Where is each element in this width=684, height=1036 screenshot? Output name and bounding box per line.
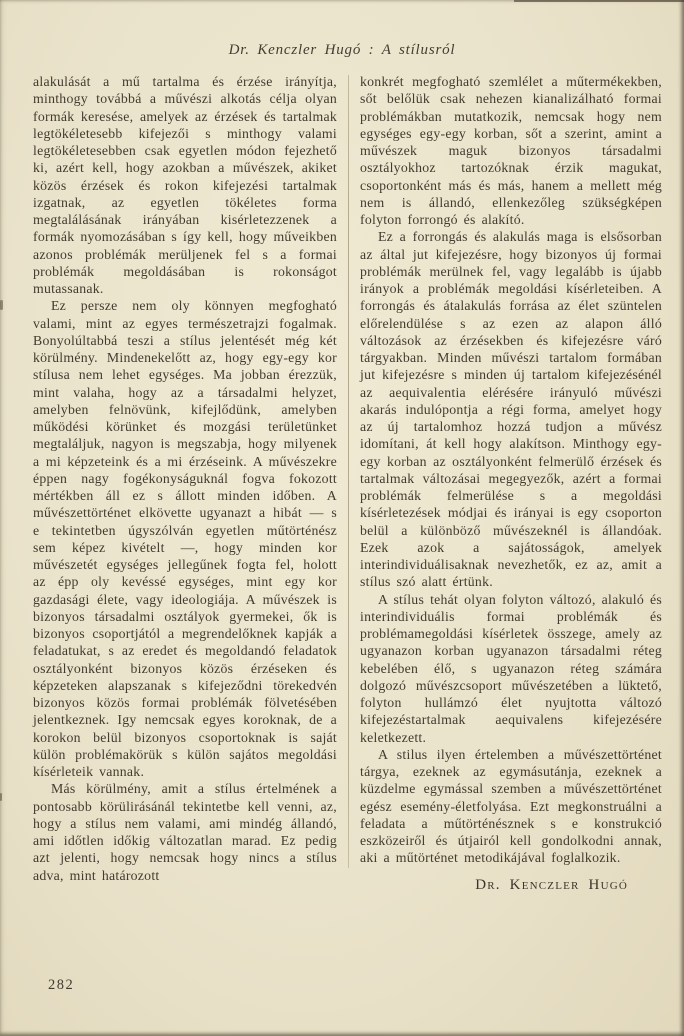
column-divider [348, 75, 349, 868]
right-column [360, 73, 662, 894]
body-paragraph: Ez persze nem oly könnyen megfogható valami, mint az egyes természetrajzi fogalmak. Bonyolúltabbá teszi a stílus jelentését még két körülmény. Mindenekelőtt az, hogy egy-egy kor stílusa nem lehet egységes. Ma jobban érezzük, mint valaha, hogy az a társadalmi helyzet, amelyben felnövünk, kifejlődünk, amelyben működési körünket és mozgási területünket megtaláljuk, nagyon is megszabja, hogy milyenek a mi képzeteink és a mi érzéseink. A művészekre éppen nagy fogékonyságuknál fogva fokozott mértékben áll ez s állott minden időben. A művészettörténet elkövette ugyanazt a hibát — s e tekintetben úgyszólván egyetlen műtörténész sem képez kivételt —, hogy minden kor művészetét egységes jellegűnek fogta fel, holott az épp oly kevéssé egységes, mint egy kor gazdasági élete, vagy ideologiája. A művészek is bizonyos társadalmi osztályok gyermekei, ők is bizonyos csoportjától a megrendelőknek kapják a feladatukat, s az eredet és megoldandó feladatok osztályonként bizonyos közös érzéseken és képzeteken alapszanak s kifejeződni törekedvén bizonyos közös formai problémák fölvetésében jelentkeznek. Igy nemcsak egyes koroknak, de a korokon belül bizonyos csoportoknak is saját külön problémakörük s külön sajátos megoldási kísérleteik vannak. [33, 298, 337, 779]
body-paragraph: alakulását a mű tartalma és érzése irányítja, minthogy továbbá a művészi alkotás célja olyan formák keresése, amelyek az érzések és tartalmak legtökéletesebb kifejezői s minthogy valami legtökéletesebben csak egyetlen módon fejezhető ki, azért kell, hogy azokban a művészek, akiket közös érzések és rokon kifejezési tartalmak izgatnak, az egyetlen tökéletes forma megtalálásának irányában kisérletezzenek a formák nyomozásában s így kell, hogy műveikben azonos problémák merüljenek fel s a formai problémák megoldásában is rokonságot mutassanak. [33, 74, 337, 296]
scan-speck [0, 793, 2, 801]
body-paragraph: A stílus tehát olyan folyton változó, alakuló és interindividuális formai problémák és problémamegoldási kísérletek összege, amely az ugyanazon korban ugyanazon társadalmi réteg kebelében élő, s ugyanazon réteg számára dolgozó művészcsoport művészetében a lüktető, folyton hullámzó élet nyujtotta változó kifejezéstartalmak aequivalens kifejezésére keletkezett. [360, 591, 662, 745]
body-paragraph: Más körülmény, amit a stílus értelmének a pontosabb körülirásánál tekintetbe kell venni, az, hogy a stílus nem valami, ami mindég állandó, ami időtlen időkig változatlan marad. Ez pedig azt jelenti, hogy nemcsak hogy nincs a stílus adva, mint határozott [33, 781, 337, 883]
scan-speck [0, 300, 3, 310]
running-head: Dr. Kenczler Hugó : A stílusról [228, 42, 456, 58]
page-number: 282 [48, 977, 75, 993]
left-column [33, 73, 337, 894]
body-paragraph: konkrét megfogható szemlélet a műtermékekben, sőt belőlük csak nehezen kianalizálható formai problémákban mutatkozik, nemcsak hogy nem egységes egy-egy korban, sőt a szerint, amint a művészek maguk bizonyos társadalmi osztályokhoz tartozóknak érzik magukat, csoportonként más és más, hanem a mellett még nem is állandó, ellenkezőleg szükségképen folyton forrongó és alakító. [360, 74, 662, 227]
two-column-body [33, 73, 662, 894]
body-paragraph: A stilus ilyen értelemben a művészettörténet tárgya, ezeknek az egymásutánja, ezeknek a küzdelme egymással szemben a művészettörténet egész esemény-életfolyása. Ezt megkonstruálni a feladata a műtörténésznek s e konstrukció eszközeiről és útjairól kell gondolkodni annak, aki a műtörténet metodikájával foglalkozik. [360, 746, 662, 866]
author-signature: Dr. Kenczler Hugó [475, 876, 628, 893]
body-paragraph: Ez a forrongás és alakulás maga is elsősorban az által jut kifejezésre, hogy bizonyos új formai problémák merülnek fel, vagy legalább is újabb irányok a problémák megoldási kísérleteiben. A forrongás és átalakulás forrása az élet szüntelen előrelendülése s az ezen az alapon álló változások az érzésekben és kifejezésre váró tárgyakban. Minden művészi tartalom formában jut kifejezésre s minden új tartalom kifejezésénél az aequivalentia elérésére irányuló művészi akarás indulópontja a régi forma, amelyet hogy az új tartalomhoz hozzá tudjon a művész idomítani, át kell hogy alakítson. Minthogy egy-egy korban az osztályonként felmerülő érzések és tartalmak változásai megegyezők, azért a formai problémák felmerülése s a megoldási kísérletezések módjai és irányai is egy csoporton belül a különböző művészeknél is állandóak. Ezek azok a sajátosságok, amelyek interindividuálisaknak nevezhetők, ez az, amit a stílus szó alatt értünk. [360, 229, 662, 590]
scan-edge-artifact [514, 0, 684, 2]
